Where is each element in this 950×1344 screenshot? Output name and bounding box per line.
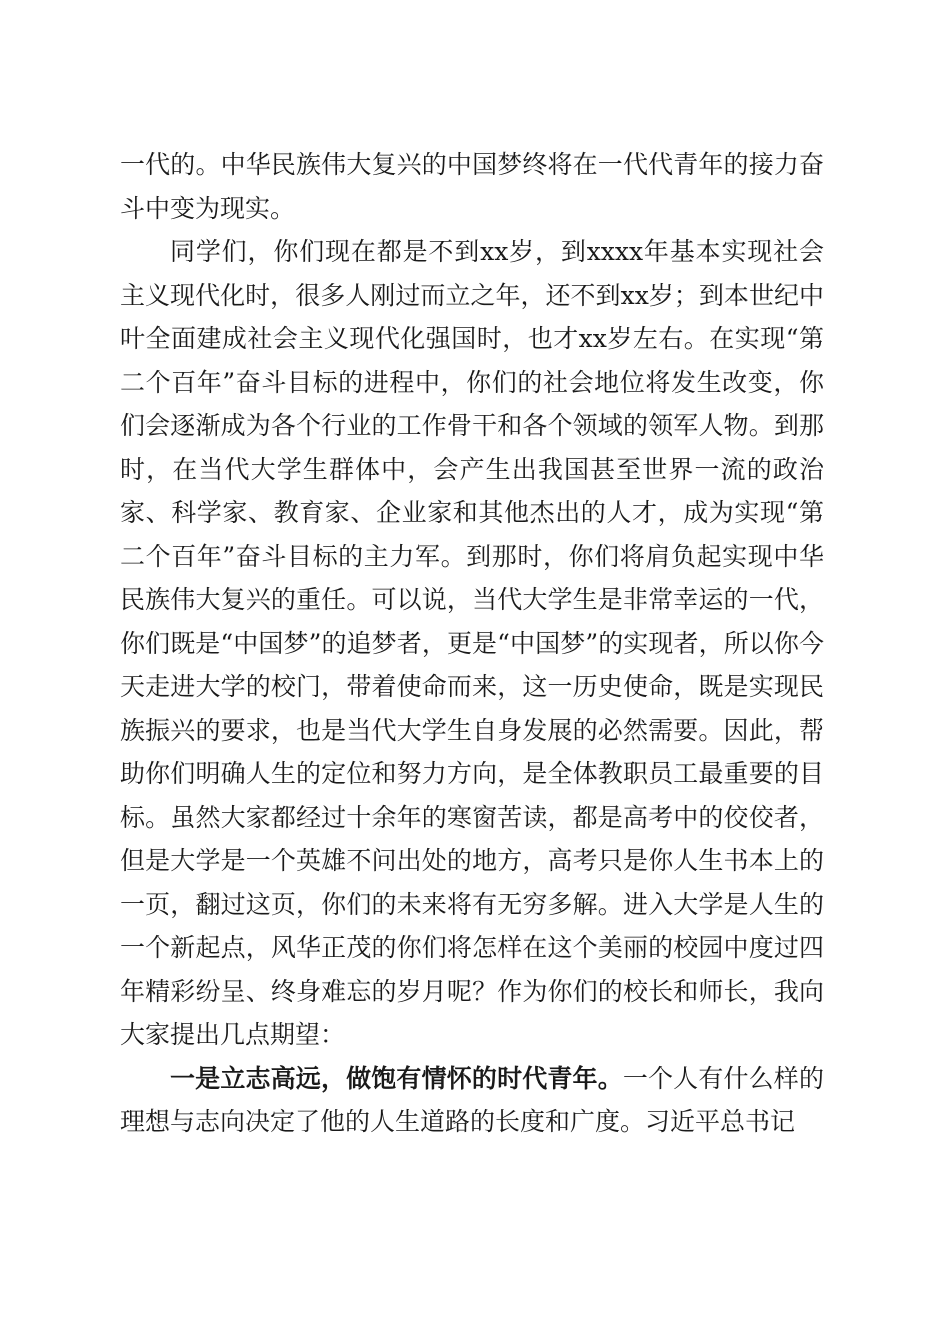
document-body <box>120 143 824 1144</box>
paragraph-expectation-one <box>120 1057 824 1144</box>
paragraph-students-future: 同学们，你们现在都是不到xx岁，到xxxx年基本实现社会主义现代化时，很多人刚过而立之年，还不到xx岁；到本世纪中叶全面建成社会主义现代化强国时，也才xx岁左右。在实现“第二个百年”奋斗目标的进程中，你们的社会地位将发生改变，你们会逐渐成为各个行业的工作骨干和各个领域的领军人物。到那时，在当代大学生群体中，会产生出我国甚至世界一流的政治家、科学家、教育家、企业家和其他杰出的人才，成为实现“第二个百年”奋斗目标的主力军。到那时，你们将肩负起实现中华民族伟大复兴的重任。可以说，当代大学生是非常幸运的一代，你们既是“中国梦”的追梦者，更是“中国梦”的实现者，所以你今天走进大学的校门，带着使命而来，这一历史使命，既是实现民族振兴的要求，也是当代大学生自身发展的必然需要。因此，帮助你们明确人生的定位和努力方向，是全体教职员工最重要的目标。虽然大家都经过十余年的寒窗苦读，都是高考中的佼佼者，但是大学是一个英雄不问出处的地方，高考只是你人生书本上的一页，翻过这页，你们的未来将有无穷多解。进入大学是人生的一个新起点，风华正茂的你们将怎样在这个美丽的校园中度过四年精彩纷呈、终身难忘的岁月呢？作为你们的校长和师长，我向大家提出几点期望： <box>120 237 824 1049</box>
paragraph-body-text: 一个人有什么样的理想与志向决定了他的人生道路的长度和广度。习近平总书记 <box>120 1063 824 1136</box>
paragraph-continuation: 一代的。中华民族伟大复兴的中国梦终将在一代代青年的接力奋斗中变为现实。 <box>120 150 824 223</box>
paragraph-lead-sentence: 一是立志高远，做饱有情怀的时代青年。 <box>170 1063 623 1093</box>
